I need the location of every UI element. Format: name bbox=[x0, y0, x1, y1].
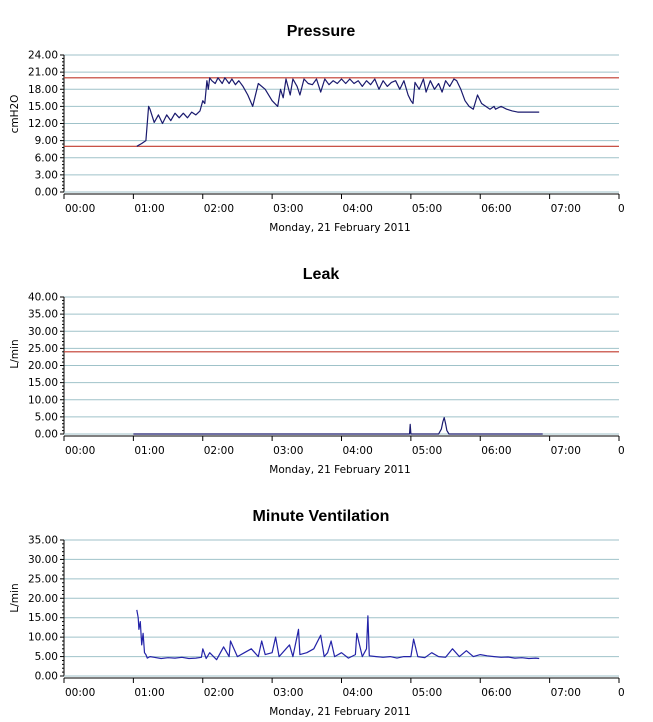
y-tick-label: 20.00 bbox=[27, 592, 58, 605]
x-tick-label: 05:00 bbox=[411, 203, 443, 215]
y-tick-label: 20.00 bbox=[27, 360, 58, 372]
y-tick-label: 25.00 bbox=[27, 342, 58, 355]
x-tick-label: 06:00 bbox=[481, 687, 512, 699]
x-tick-label: 00:00 bbox=[65, 203, 96, 215]
x-tick-label: 03:00 bbox=[273, 445, 304, 457]
y-tick-label: 15.00 bbox=[27, 612, 58, 625]
x-axis-label: Monday, 21 February 2011 bbox=[269, 706, 411, 718]
x-axis-label: Monday, 21 February 2011 bbox=[269, 464, 411, 476]
x-tick-label: 06:00 bbox=[481, 203, 512, 215]
x-tick-label: 01:00 bbox=[134, 687, 165, 699]
chart-title: Leak bbox=[302, 266, 340, 283]
y-tick-label: 15.00 bbox=[27, 100, 58, 113]
y-tick-label: 10.00 bbox=[27, 394, 58, 407]
y-tick-label: 12.00 bbox=[27, 118, 58, 130]
y-tick-label: 0.00 bbox=[34, 186, 58, 199]
y-tick-label: 35.00 bbox=[27, 308, 58, 321]
x-tick-label: 07:00 bbox=[550, 203, 581, 215]
y-tick-label: 0.00 bbox=[34, 670, 58, 683]
x-tick-label: 01:00 bbox=[134, 203, 165, 215]
y-tick-label: 15.00 bbox=[27, 377, 58, 390]
y-tick-label: 21.00 bbox=[27, 66, 58, 79]
y-tick-label: 18.00 bbox=[27, 83, 58, 96]
y-tick-label: 6.00 bbox=[34, 152, 58, 165]
x-tick-label: 05:00 bbox=[411, 445, 443, 457]
y-tick-label: 5.00 bbox=[34, 651, 58, 664]
x-tick-label: 0 bbox=[618, 203, 625, 215]
leak-chart bbox=[9, 266, 625, 476]
x-tick-label: 01:00 bbox=[134, 445, 165, 457]
chart-title: Pressure bbox=[286, 23, 356, 40]
y-tick-label: 35.00 bbox=[27, 534, 58, 547]
x-tick-label: 00:00 bbox=[65, 687, 96, 699]
y-tick-label: 3.00 bbox=[34, 169, 58, 182]
x-tick-label: 07:00 bbox=[550, 445, 581, 457]
x-tick-label: 03:00 bbox=[273, 203, 304, 215]
x-tick-label: 04:00 bbox=[342, 687, 373, 699]
y-tick-label: 0.00 bbox=[34, 428, 58, 441]
y-tick-label: 5.00 bbox=[34, 411, 58, 424]
x-tick-label: 07:00 bbox=[550, 687, 581, 699]
series-line bbox=[137, 78, 539, 147]
y-tick-label: 10.00 bbox=[27, 631, 58, 644]
x-tick-label: 0 bbox=[618, 687, 625, 699]
series-line bbox=[133, 418, 542, 434]
minute-ventilation-chart bbox=[9, 508, 625, 718]
x-tick-label: 02:00 bbox=[203, 445, 235, 457]
y-tick-label: 30.00 bbox=[27, 325, 58, 338]
x-tick-label: 0 bbox=[618, 445, 625, 457]
y-tick-label: 24.00 bbox=[27, 49, 58, 62]
pressure-chart bbox=[9, 23, 625, 234]
x-tick-label: 05:00 bbox=[411, 687, 443, 699]
x-tick-label: 02:00 bbox=[203, 687, 235, 699]
y-tick-label: 25.00 bbox=[27, 573, 58, 586]
y-axis-label: L/min bbox=[9, 583, 21, 613]
x-tick-label: 03:00 bbox=[273, 687, 304, 699]
x-tick-label: 06:00 bbox=[481, 445, 512, 457]
y-tick-label: 40.00 bbox=[27, 291, 58, 304]
x-tick-label: 02:00 bbox=[203, 203, 235, 215]
x-axis-label: Monday, 21 February 2011 bbox=[269, 222, 411, 234]
chart-title: Minute Ventilation bbox=[252, 508, 390, 525]
y-axis-label: L/min bbox=[9, 339, 21, 369]
y-tick-label: 30.00 bbox=[27, 553, 58, 566]
y-tick-label: 9.00 bbox=[34, 135, 58, 148]
x-tick-label: 00:00 bbox=[65, 445, 96, 457]
x-tick-label: 04:00 bbox=[342, 203, 373, 215]
y-axis-label: cmH2O bbox=[9, 94, 21, 134]
x-tick-label: 04:00 bbox=[342, 445, 373, 457]
